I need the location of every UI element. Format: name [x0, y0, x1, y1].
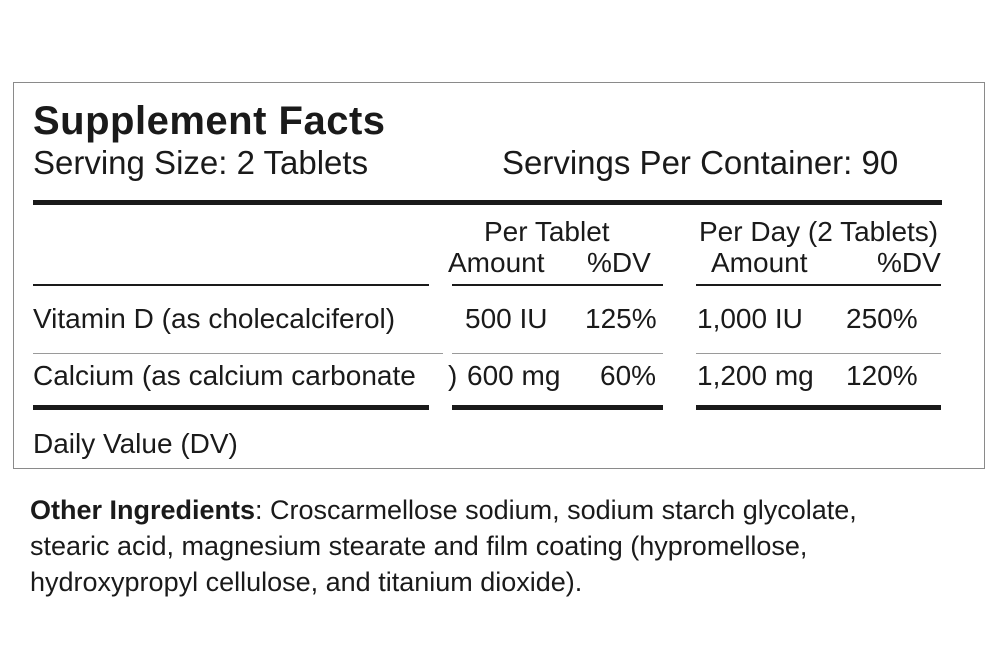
other-ingredients-text: : Croscarmellose sodium, sodium starch glycolate, stearic acid, magnesium stearate and film coating (hypromellose, hydroxypropyl cellulose, and titanium dioxide). [30, 495, 857, 597]
per-day-header: Per Day (2 Tablets) [699, 216, 939, 247]
per-tablet-header: Per Tablet [484, 216, 610, 247]
row-divider-tablet [452, 353, 663, 354]
bottom-rule-tablet [452, 405, 663, 410]
row-divider-nutrient [33, 353, 443, 354]
top-thick-rule [33, 200, 942, 205]
tablet-dv: 125% [585, 303, 657, 334]
tablet-dv: 60% [600, 360, 657, 391]
daily-value-footnote: Daily Value (DV) [33, 428, 238, 459]
day-amount: 1,200 mg [697, 360, 814, 391]
serving-size: Serving Size: 2 Tablets [33, 144, 369, 181]
nutrient-name: Calcium (as calcium carbonate [33, 360, 416, 391]
tablet-amount: 600 mg [467, 360, 561, 391]
other-ingredients [30, 492, 890, 600]
nutrient-name-paren: ) [448, 360, 458, 391]
other-ingredients-label: Other Ingredients [30, 495, 256, 525]
day-dv: 120% [846, 360, 918, 391]
nutrient-name: Vitamin D (as cholecalciferol) [33, 303, 396, 334]
row-divider-day [696, 353, 941, 354]
day-dv: 250% [846, 303, 918, 334]
header-rule-tablet [452, 284, 663, 286]
servings-per-container: Servings Per Container: 90 [502, 144, 899, 181]
bottom-rule-day [696, 405, 941, 410]
bottom-rule-nutrient [33, 405, 429, 410]
header-rule-nutrient [33, 284, 429, 286]
day-amount-label: Amount [711, 247, 808, 278]
panel-title: Supplement Facts [33, 99, 386, 143]
day-dv-label: %DV [877, 247, 941, 278]
header-rule-day [696, 284, 941, 286]
tablet-amount: 500 IU [465, 303, 548, 334]
tablet-amount-label: Amount [448, 247, 545, 278]
tablet-dv-label: %DV [587, 247, 651, 278]
day-amount: 1,000 IU [697, 303, 803, 334]
